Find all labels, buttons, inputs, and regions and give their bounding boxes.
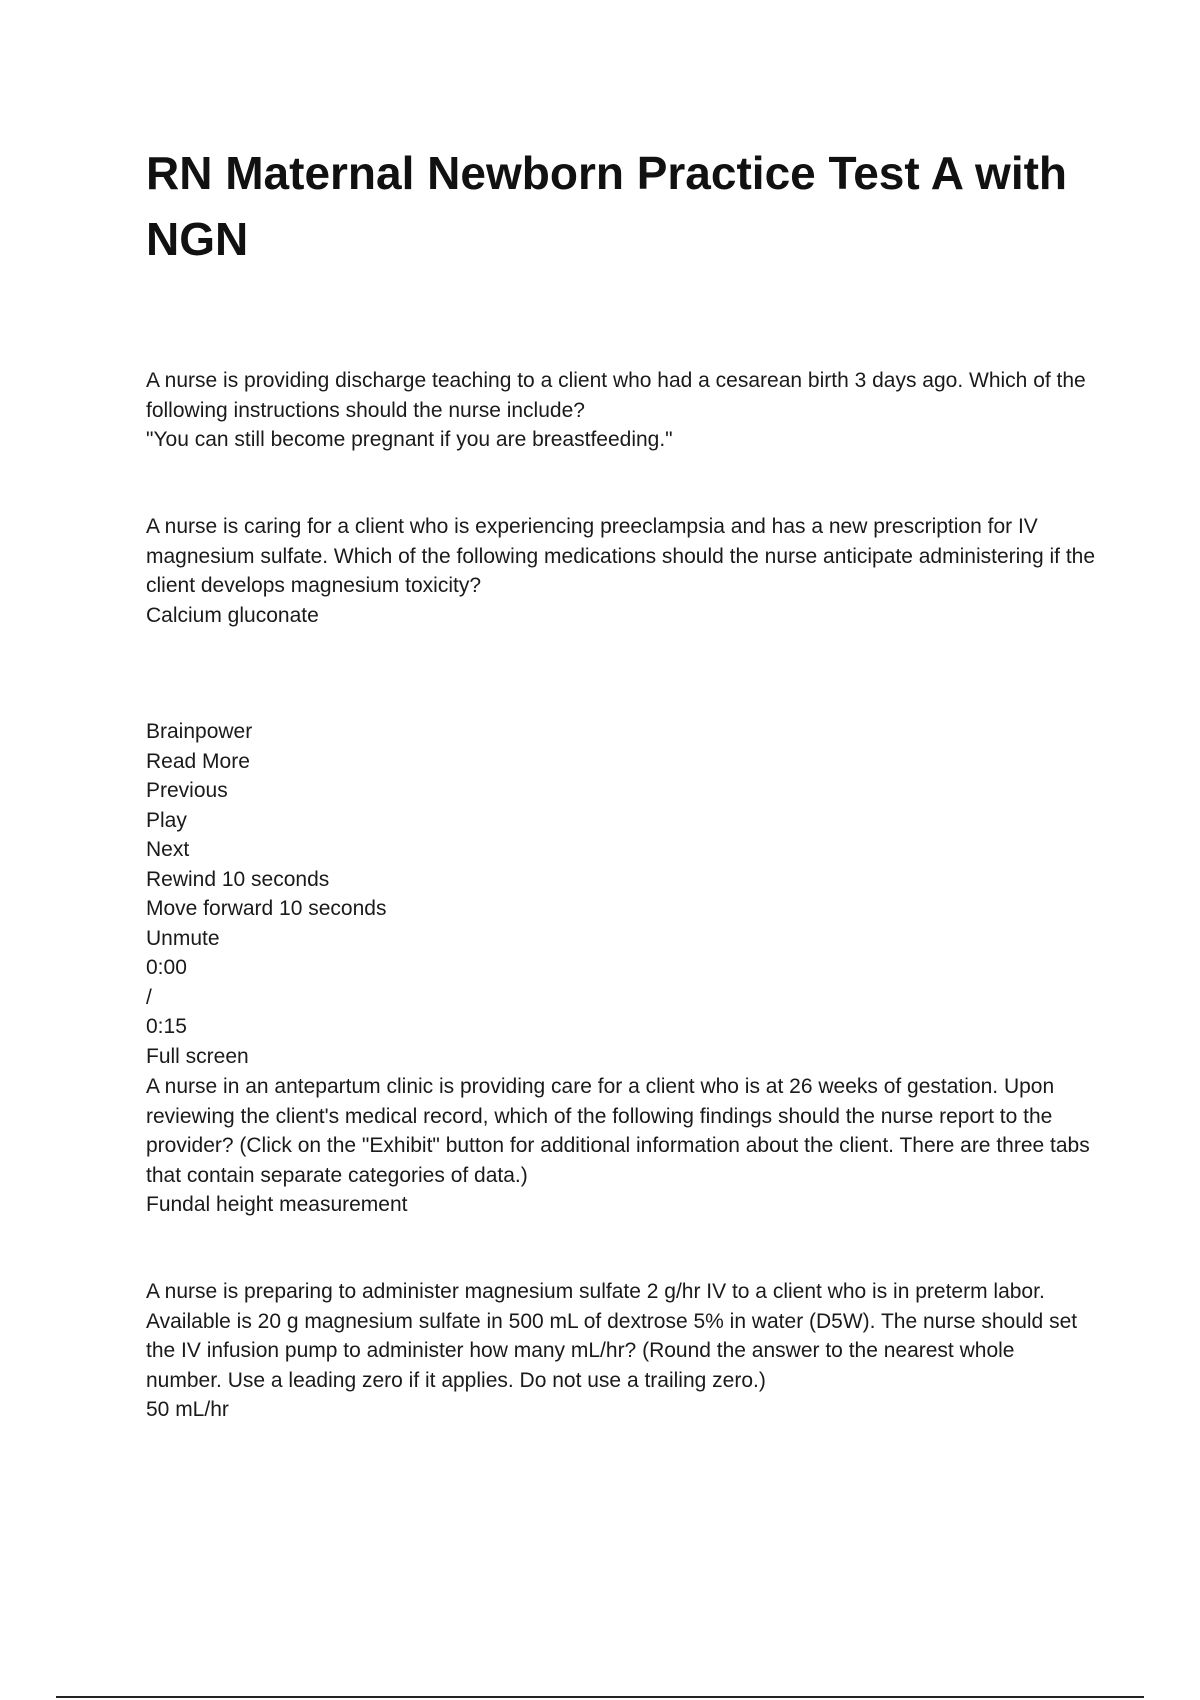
question-prompt: A nurse is preparing to administer magnesium sulfate 2 g/hr IV to a client who is in preterm labor. Available is 20 g magnesium sulfate in 500 mL of dextrose 5% in water (D5W). The nurse should set the IV infusion pump to administer how many mL/hr? (Round the answer to the nearest whole number. Use a leading zero if it applies. Do not use a trailing zero.)	[146, 1280, 1078, 1392]
current-time: 0:00	[146, 956, 187, 979]
unmute-button[interactable]: Unmute	[146, 926, 220, 950]
next-button[interactable]: Next	[146, 838, 190, 861]
question-2	[146, 512, 1096, 630]
question-answer: Fundal height measurement	[146, 1193, 408, 1216]
player-brand: Brainpower	[146, 720, 253, 743]
video-player-text	[146, 717, 1096, 1071]
rewind-button[interactable]: Rewind 10 seconds	[146, 867, 330, 891]
question-answer: 50 mL/hr	[146, 1398, 229, 1421]
question-3	[146, 1072, 1096, 1220]
question-prompt: A nurse is caring for a client who is experiencing preeclampsia and has a new prescription for IV magnesium sulfate. Which of the following medications should the nurse anticipate administering if the client develops magnesium toxicity?	[146, 515, 1096, 597]
duration: 0:15	[146, 1015, 187, 1038]
forward-button[interactable]: Move forward 10 seconds	[146, 897, 387, 920]
play-button[interactable]: Play	[146, 808, 187, 832]
question-prompt: A nurse in an antepartum clinic is providing care for a client who is at 26 weeks of gestation. Upon reviewing the client's medical record, which of the following findings should the nurse report to the provider? (Click on the "Exhibit" button for additional information about the client. There are three tabs that contain separate categories of data.)	[146, 1075, 1090, 1187]
read-more-link[interactable]: Read More	[146, 749, 250, 773]
question-answer: Calcium gluconate	[146, 603, 319, 627]
fullscreen-button[interactable]: Full screen	[146, 1044, 249, 1068]
previous-button[interactable]: Previous	[146, 779, 228, 802]
question-prompt: A nurse is providing discharge teaching to a client who had a cesarean birth 3 days ago. Which of the following instructions should the nurse include?	[146, 369, 1086, 422]
time-separator: /	[146, 985, 152, 1009]
question-4	[146, 1277, 1096, 1425]
footer-divider	[56, 1696, 1144, 1698]
question-1	[146, 366, 1096, 455]
question-answer: "You can still become pregnant if you are breastfeeding."	[146, 428, 673, 451]
page-title: RN Maternal Newborn Practice Test A with NGN	[146, 147, 1068, 265]
